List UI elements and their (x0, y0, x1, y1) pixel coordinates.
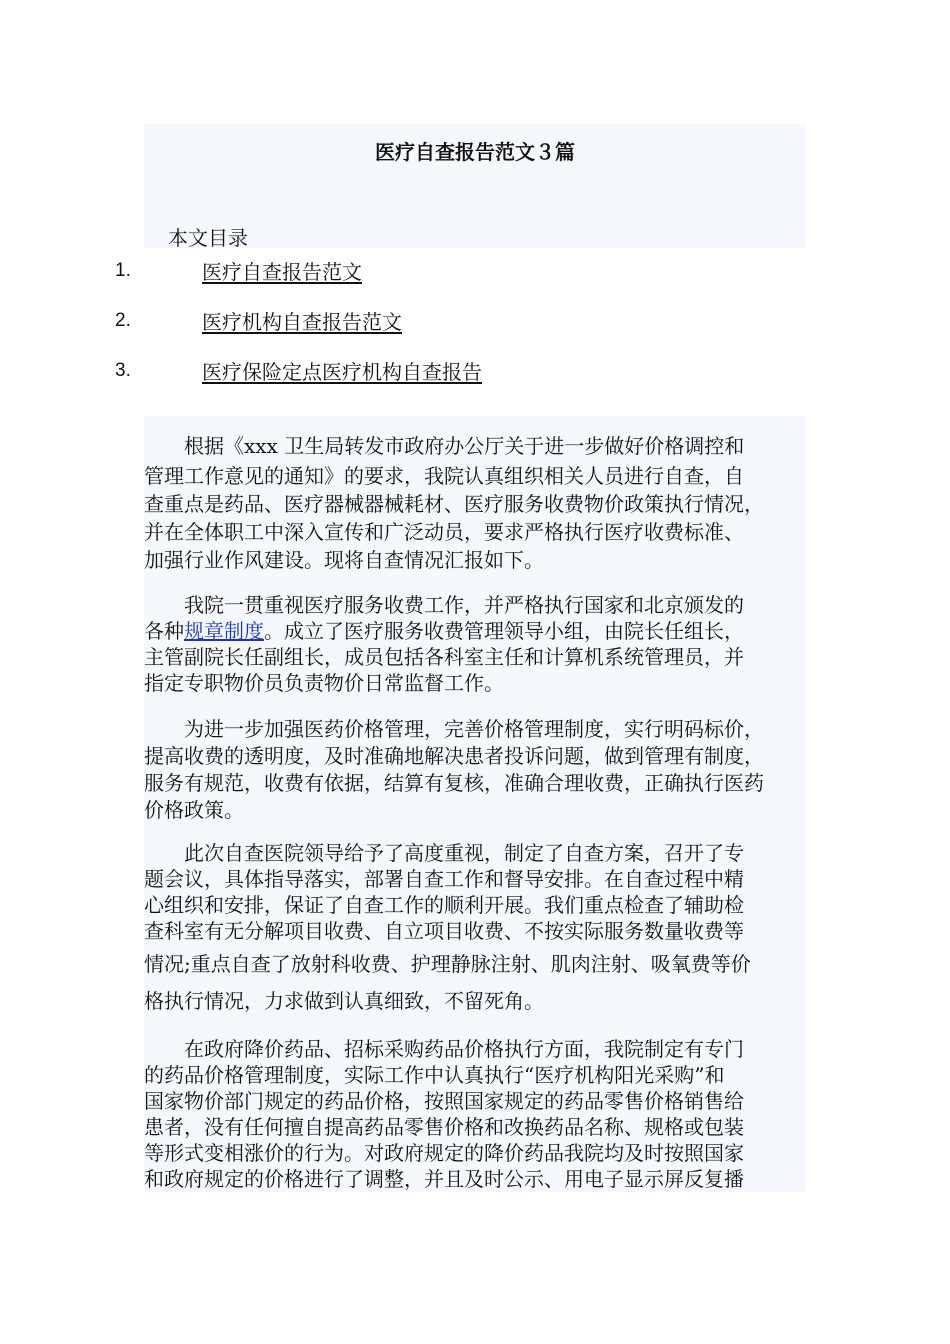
text-line: 管理工作意见的通知》的要求，我院认真组织相关人员进行自查，自 (144, 464, 744, 488)
toc-item-number: 2. (115, 310, 131, 331)
toc-link-2[interactable]: 医疗机构自查报告范文 (202, 310, 402, 334)
regulations-link[interactable]: 规章制度 (184, 619, 264, 643)
text-line: 题会议，具体指导落实，部署自查工作和督导安排。在自查过程中精 (144, 867, 744, 891)
toc-link-3[interactable]: 医疗保险定点医疗机构自查报告 (202, 360, 482, 384)
toc-link-1[interactable]: 医疗自查报告范文 (202, 260, 362, 284)
toc-item (0, 256, 950, 286)
text-line: 指定专职物价员负责物价日常监督工作。 (144, 671, 504, 695)
text-line: 国家物价部门规定的药品价格，按照国家规定的药品零售价格销售给 (144, 1089, 744, 1113)
paragraph-2 (144, 592, 806, 696)
text-line: 情况;重点自查了放射科收费、护理静脉注射、肌肉注射、吸氧费等价 (144, 952, 751, 976)
text-line: 服务有规范，收费有依据，结算有复核，准确合理收费，正确执行医药 (144, 771, 764, 795)
paragraph-4 (144, 840, 806, 1018)
text-line: 此次自查医院领导给予了高度重视，制定了自查方案，召开了专 (144, 841, 744, 865)
document-header (144, 124, 806, 248)
text-line: 查科室有无分解项目收费、自立项目收费、不按实际服务数量收费等 (144, 919, 744, 943)
text-segment: 。成立了医疗服务收费管理领导小组，由院长任组长， (264, 619, 744, 643)
text-line: 价格政策。 (144, 798, 244, 822)
text-line: 我院一贯重视医疗服务收费工作，并严格执行国家和北京颁发的 (144, 593, 744, 617)
toc-item-number: 1. (115, 260, 131, 281)
text-line: 格执行情况，力求做到认真细致，不留死角。 (144, 989, 544, 1013)
paragraph-5 (144, 1036, 806, 1192)
text-line: 查重点是药品、医疗器械器械耗材、医疗服务收费物价政策执行情况， (144, 492, 764, 516)
text-line: 的药品价格管理制度，实际工作中认真执行“医疗机构阳光采购”和 (144, 1063, 725, 1087)
text-line: 心组织和安排，保证了自查工作的顺利开展。我们重点检查了辅助检 (144, 893, 744, 917)
text-line: 和政府规定的价格进行了调整，并且及时公示、用电子显示屏反复播 (144, 1167, 744, 1191)
text-line: 并在全体职工中深入宣传和广泛动员，要求严格执行医疗收费标准、 (144, 520, 744, 544)
text-line: 加强行业作风建设。现将自查情况汇报如下。 (144, 548, 544, 572)
paragraph-3 (144, 716, 806, 824)
text-line: 在政府降价药品、招标采购药品价格执行方面，我院制定有专门 (144, 1037, 744, 1061)
toc-item (0, 356, 950, 386)
toc-item-number: 3. (115, 360, 131, 381)
text-line: 患者，没有任何擅自提高药品零售价格和改换药品名称、规格或包装 (144, 1115, 744, 1139)
document-title: 医疗自查报告范文３篇 (375, 140, 575, 164)
text-line: 等形式变相涨价的行为。对政府规定的降价药品我院均及时按照国家 (144, 1141, 744, 1165)
text-line: 提高收费的透明度，及时准确地解决患者投诉问题，做到管理有制度， (144, 744, 764, 768)
toc-heading: 本文目录 (168, 226, 248, 250)
text-line: 为进一步加强医药价格管理，完善价格管理制度，实行明码标价， (144, 717, 764, 741)
text-segment: 各种 (144, 619, 184, 643)
text-line: 主管副院长任副组长，成员包括各科室主任和计算机系统管理员，并 (144, 645, 744, 669)
text-line (144, 618, 806, 644)
toc-item (0, 306, 950, 336)
text-line: 根据《xxx 卫生局转发市政府办公厅关于进一步做好价格调控和 (144, 434, 745, 458)
paragraph-1 (144, 430, 806, 574)
document-body (144, 416, 806, 1192)
